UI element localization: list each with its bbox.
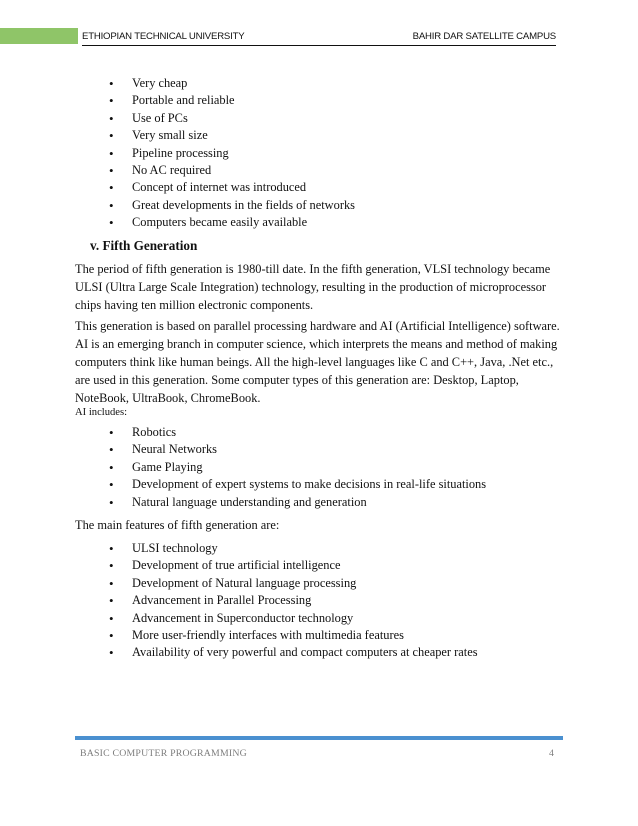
- list-item: • Availability of very powerful and compact computers at cheaper rates: [104, 644, 478, 661]
- header-accent-bar: [0, 28, 78, 44]
- list-item: • No AC required: [104, 162, 355, 179]
- paragraph-line: This generation is based on parallel processing hardware and AI (Artificial Intelligence) software.: [75, 319, 560, 333]
- paragraph-fifth-generation-period: [75, 260, 563, 314]
- list-item: • Computers became easily available: [104, 214, 355, 231]
- list-item: • Game Playing: [104, 459, 486, 476]
- paragraph-parallel-processing: [75, 317, 563, 407]
- list-item: • ULSI technology: [104, 540, 478, 557]
- list-item: • Concept of internet was introduced: [104, 179, 355, 196]
- list-item: • Use of PCs: [104, 110, 355, 127]
- footer-course-title: BASIC COMPUTER PROGRAMMING: [80, 748, 247, 759]
- paragraph-line: The period of fifth generation is 1980-till date. In the fifth generation, VLSI technology became: [75, 262, 551, 276]
- list-item: • Pipeline processing: [104, 145, 355, 162]
- list-item: • Neural Networks: [104, 441, 486, 458]
- page-header: [82, 31, 556, 46]
- section-heading: v. Fifth Generation: [90, 238, 198, 253]
- features-intro: The main features of fifth generation are:: [75, 518, 280, 532]
- list-item: • Very cheap: [104, 75, 355, 92]
- list-item: • Advancement in Parallel Processing: [104, 592, 478, 609]
- paragraph-line: chips having ten million electronic components.: [75, 298, 314, 312]
- fifth-gen-features-list: [104, 540, 478, 662]
- ai-includes-list: [104, 424, 486, 511]
- list-item: • Development of expert systems to make decisions in real-life situations: [104, 476, 486, 493]
- page-number: 4: [549, 748, 554, 759]
- list-item: • Natural language understanding and generation: [104, 494, 486, 511]
- paragraph-line: ULSI (Ultra Large Scale Integration) technology, resulting in the production of microprocessor: [75, 280, 547, 294]
- ai-includes-label: AI includes:: [75, 407, 128, 418]
- list-item: • Advancement in Superconductor technology: [104, 610, 478, 627]
- paragraph-line: AI is an emerging branch in computer science, which interprets the means and method of making: [75, 337, 558, 351]
- footer-bar: [75, 736, 563, 740]
- header-university: ETHIOPIAN TECHNICAL UNIVERSITY: [82, 31, 245, 42]
- paragraph-line: are used in this generation. Some computer types of this generation are: Desktop, Laptop,: [75, 373, 519, 387]
- header-campus: BAHIR DAR SATELLITE CAMPUS: [412, 31, 556, 42]
- list-item: • More user-friendly interfaces with multimedia features: [104, 627, 478, 644]
- third-gen-features-list: [104, 75, 355, 232]
- list-item: • Portable and reliable: [104, 92, 355, 109]
- paragraph-line: computers think like human beings. All the high-level languages like C and C++, Java, .Net etc.,: [75, 355, 554, 369]
- list-item: • Great developments in the fields of networks: [104, 197, 355, 214]
- list-item: • Very small size: [104, 127, 355, 144]
- list-item: • Robotics: [104, 424, 486, 441]
- list-item: • Development of Natural language processing: [104, 575, 478, 592]
- paragraph-line: NoteBook, UltraBook, ChromeBook.: [75, 391, 261, 405]
- list-item: • Development of true artificial intelligence: [104, 557, 478, 574]
